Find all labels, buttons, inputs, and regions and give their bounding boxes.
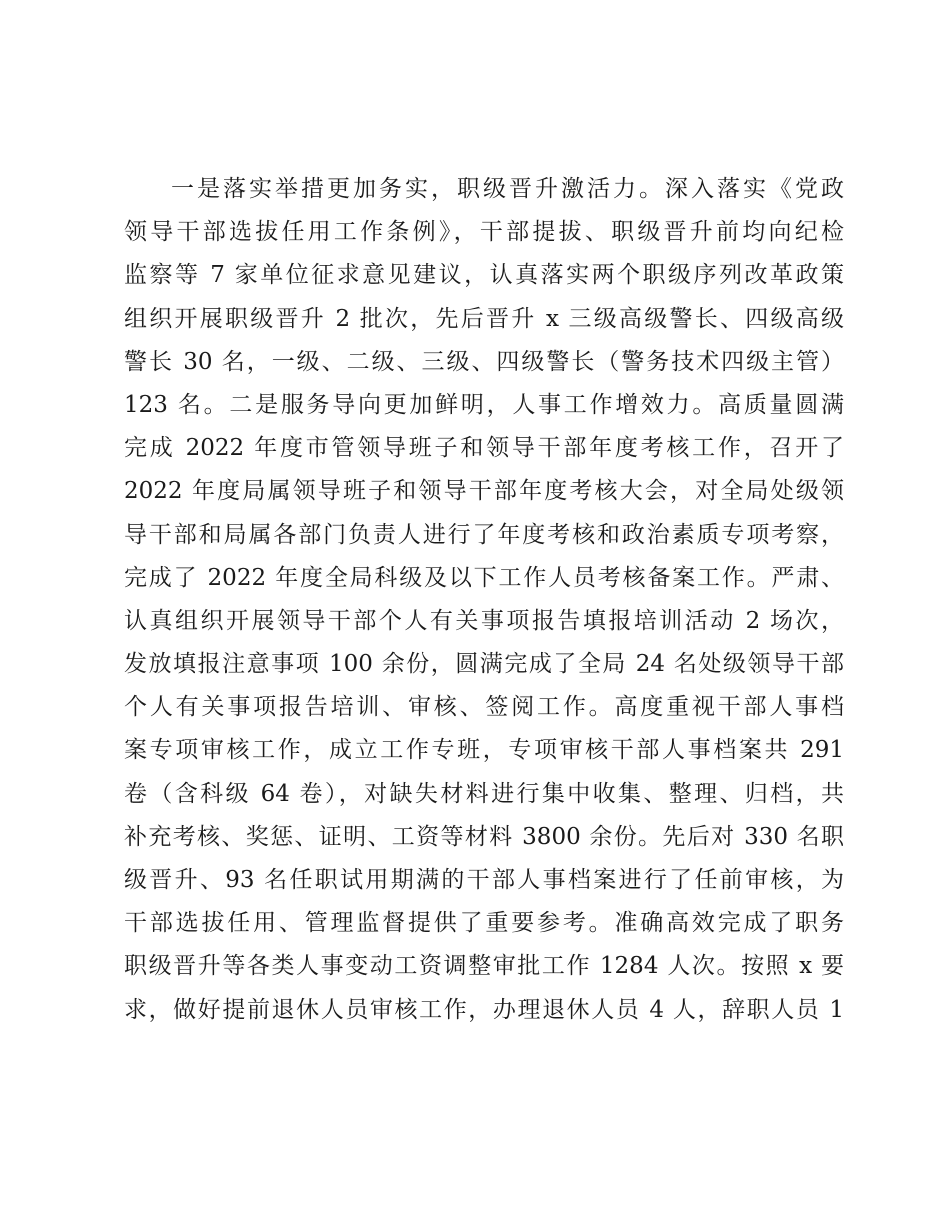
paragraph-line-1: 一是落实举措更加务实，职级晋升激活力。深入落实《党政: [171, 176, 844, 202]
paragraph-line-12: 发放填报注意事项 100 余份，圆满完成了全局 24 名处级领导干部: [124, 651, 844, 678]
body-paragraph: [124, 168, 844, 1032]
paragraph-line-13: 个人有关事项报告培训、审核、签阅工作。高度重视干部人事档: [124, 694, 844, 721]
paragraph-line-6: 123 名。二是服务导向更加鲜明，人事工作增效力。高质量圆满: [124, 391, 844, 418]
paragraph-line-10: 完成了 2022 年度全局科级及以下工作人员考核备案工作。严肃、: [124, 564, 844, 591]
paragraph-line-8: 2022 年度局属领导班子和领导干部年度考核大会，对全局处级领: [124, 478, 844, 505]
paragraph-line-2: 领导干部选拔任用工作条例》，干部提拔、职级晋升前均向纪检: [124, 219, 844, 246]
paragraph-line-14: 案专项审核工作，成立工作专班，专项审核干部人事档案共 291: [124, 737, 844, 764]
paragraph-line-19: 职级晋升等各类人事变动工资调整审批工作 1284 人次。按照 x 要: [124, 953, 844, 980]
paragraph-line-5: 警长 30 名，一级、二级、三级、四级警长（警务技术四级主管）: [124, 348, 844, 375]
paragraph-line-11: 认真组织开展领导干部个人有关事项报告填报培训活动 2 场次，: [124, 607, 844, 634]
paragraph-line-4: 组织开展职级晋升 2 批次，先后晋升 x 三级高级警长、四级高级: [124, 305, 844, 332]
paragraph-line-18: 干部选拔任用、管理监督提供了重要参考。准确高效完成了职务: [124, 910, 844, 937]
paragraph-line-3: 监察等 7 家单位征求意见建议，认真落实两个职级序列改革政策: [124, 262, 844, 289]
paragraph-line-20: 求，做好提前退休人员审核工作，办理退休人员 4 人，辞职人员 1: [124, 996, 844, 1023]
paragraph-line-17: 级晋升、93 名任职试用期满的干部人事档案进行了任前审核，为: [124, 867, 844, 893]
paragraph-line-16: 补充考核、奖惩、证明、工资等材料 3800 余份。先后对 330 名职: [124, 823, 844, 850]
paragraph-line-15: 卷（含科级 64 卷），对缺失材料进行集中收集、整理、归档，共: [124, 780, 844, 807]
paragraph-line-9: 导干部和局属各部门负责人进行了年度考核和政治素质专项考察，: [124, 521, 844, 548]
paragraph-line-7: 完成 2022 年度市管领导班子和领导干部年度考核工作，召开了: [124, 435, 844, 462]
